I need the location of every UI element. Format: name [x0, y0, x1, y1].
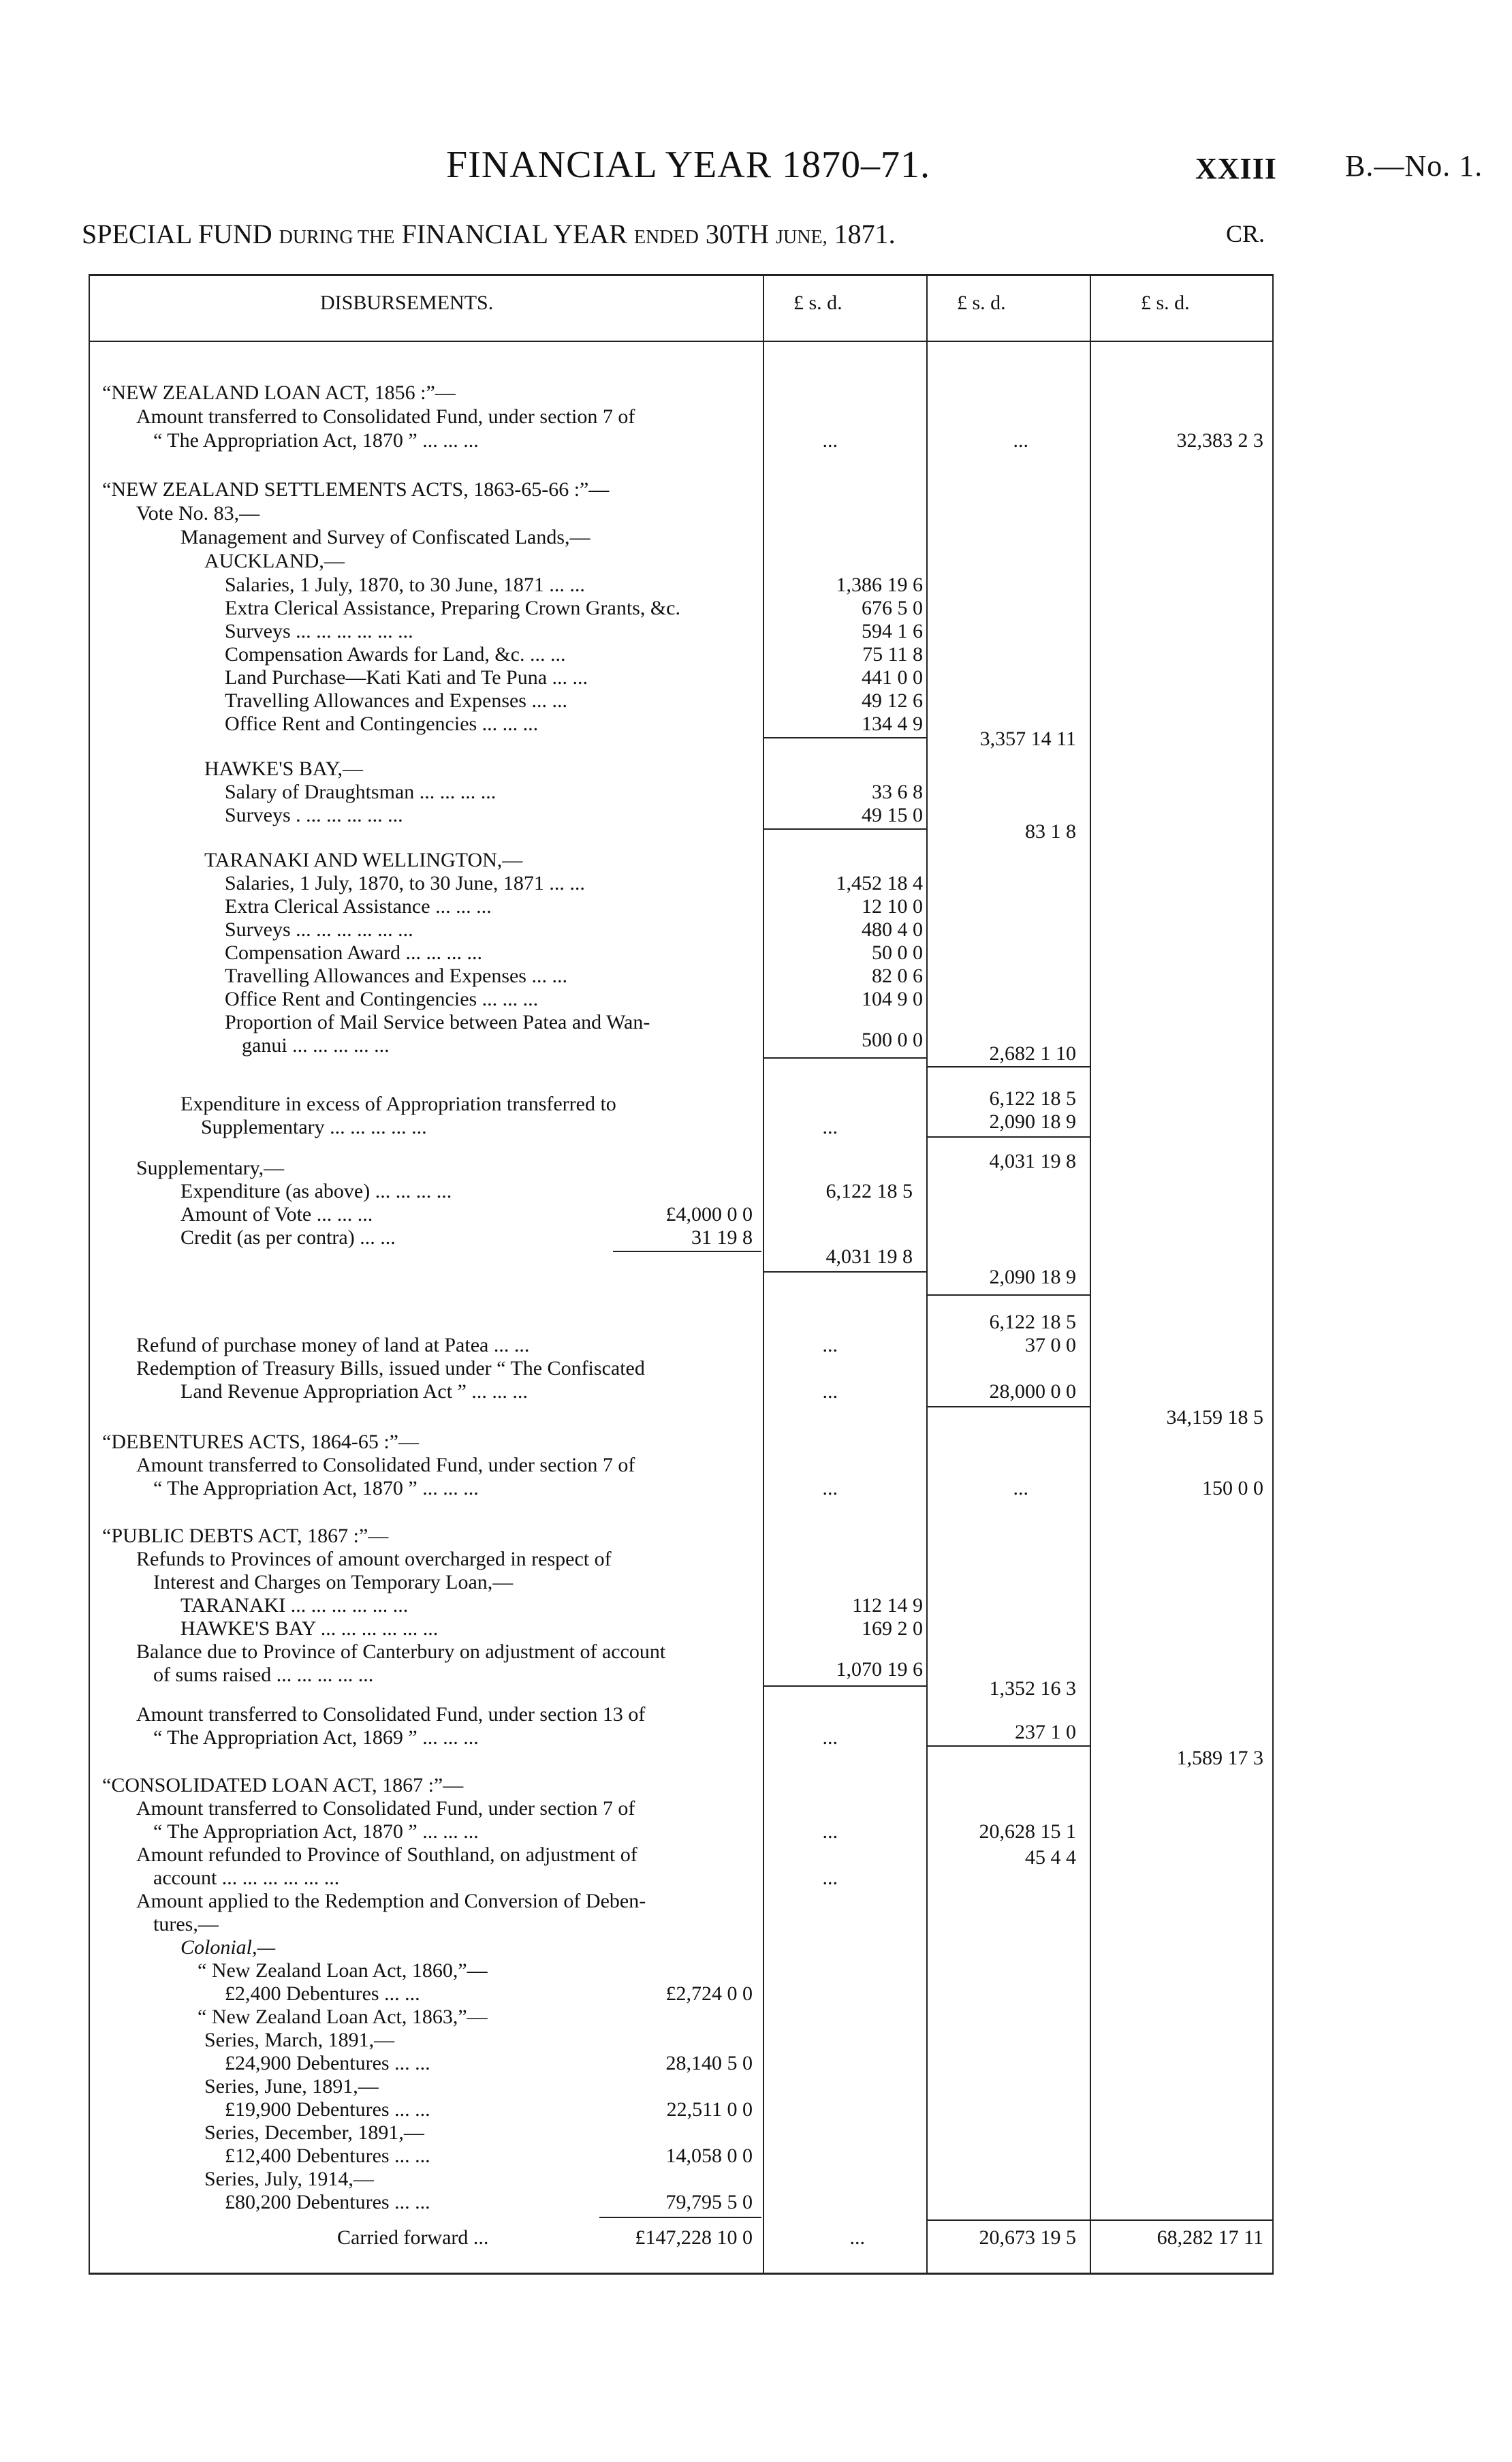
line-text: Amount transferred to Consolidated Fund, under section 7 of: [136, 1454, 635, 1476]
cell-value: 2,090 18 9: [989, 1110, 1076, 1133]
table-left-border: [89, 274, 90, 2274]
line-text: Colonial,—: [180, 1936, 276, 1959]
cell-value: ...: [822, 1820, 838, 1843]
section-heading: “NEW ZEALAND SETTLEMENTS ACTS, 1863-65-66 :”—: [102, 478, 610, 501]
cell-value: 12 10 0: [862, 895, 923, 918]
cell-value: 45 4 4: [1025, 1846, 1076, 1869]
line-text: Salary of Draughtsman ... ... ... ...: [225, 781, 497, 803]
line-text: £12,400 Debentures ... ...: [225, 2145, 430, 2167]
cell-value: 134 4 9: [862, 713, 923, 735]
line-text: Salaries, 1 July, 1870, to 30 June, 1871 ... ...: [225, 574, 585, 596]
subtotal-rule: [599, 2217, 761, 2218]
line-text: Land Revenue Appropriation Act ” ... ... ...: [180, 1380, 528, 1403]
cell-value: ...: [1013, 429, 1028, 452]
line-text: Surveys . ... ... ... ... ...: [225, 804, 403, 826]
subtitle-part: 1871.: [834, 219, 896, 249]
line-text: Interest and Charges on Temporary Loan,—: [153, 1571, 514, 1593]
subtitle-part: 30TH: [705, 219, 770, 249]
section-heading: “PUBLIC DEBTS ACT, 1867 :”—: [102, 1525, 389, 1547]
header-rule: [89, 341, 1274, 342]
cell-value: 82 0 6: [872, 965, 923, 987]
cell-value: 28,000 0 0: [989, 1380, 1076, 1403]
col-divider-3: [1090, 274, 1091, 2274]
cell-value: 112 14 9: [852, 1594, 923, 1617]
line-text: Amount transferred to Consolidated Fund, under section 7 of: [136, 405, 635, 428]
cell-value: £4,000 0 0: [665, 1203, 753, 1226]
subtotal-value: 2,682 1 10: [989, 1042, 1076, 1065]
subtitle-part: DURING THE: [279, 227, 395, 248]
col-divider-2: [926, 274, 928, 2274]
line-text: Travelling Allowances and Expenses ... ...: [225, 689, 567, 712]
subtitle-part: ENDED: [633, 227, 699, 248]
line-text: HAWKE'S BAY ... ... ... ... ... ...: [180, 1617, 439, 1640]
subsection-heading: TARANAKI AND WELLINGTON,—: [204, 849, 523, 871]
cell-value: 169 2 0: [862, 1617, 923, 1640]
cell-value: 237 1 0: [1015, 1721, 1076, 1743]
carried-forward-inner: £147,228 10 0: [635, 2226, 753, 2249]
section-heading: “DEBENTURES ACTS, 1864-65 :”—: [102, 1431, 419, 1453]
cell-value: 4,031 19 8: [989, 1150, 1076, 1172]
cell-value: 20,628 15 1: [979, 1820, 1076, 1843]
line-text: Expenditure (as above) ... ... ... ...: [180, 1180, 452, 1202]
header-col3: £ s. d.: [1141, 292, 1190, 314]
cell-value: 50 0 0: [872, 941, 923, 964]
section-total: 1,589 17 3: [1176, 1747, 1263, 1769]
cell-value: ...: [822, 1726, 838, 1749]
cell-value: 6,122 18 5: [989, 1087, 1076, 1110]
line-text: “ The Appropriation Act, 1869 ” ... ... ...: [153, 1726, 479, 1749]
header-col1: £ s. d.: [793, 292, 842, 314]
subtotal-value: 1,352 16 3: [989, 1677, 1076, 1700]
line-text: Amount transferred to Consolidated Fund, under section 13 of: [136, 1703, 646, 1726]
line-text: Salaries, 1 July, 1870, to 30 June, 1871 ... ...: [225, 872, 585, 894]
cell-value: 1,386 19 6: [836, 574, 923, 596]
subtitle-part: SPECIAL FUND: [82, 219, 272, 249]
line-text: Compensation Awards for Land, &c. ... ...: [225, 643, 566, 666]
subtotal-rule: [928, 1294, 1090, 1296]
section-title: [82, 218, 896, 250]
cell-value: ...: [822, 1867, 838, 1889]
cell-value: 1,070 19 6: [836, 1658, 923, 1681]
header-col2: £ s. d.: [957, 292, 1006, 314]
line-text: Surveys ... ... ... ... ... ...: [225, 620, 413, 642]
line-text: Extra Clerical Assistance ... ... ...: [225, 895, 492, 918]
cell-value: 6,122 18 5: [989, 1311, 1076, 1333]
line-text: TARANAKI ... ... ... ... ... ...: [180, 1594, 409, 1617]
line-text: Office Rent and Contingencies ... ... ...: [225, 988, 539, 1010]
line-text: “ New Zealand Loan Act, 1860,”—: [198, 1959, 488, 1982]
cell-value: £2,724 0 0: [665, 1982, 753, 2005]
subtotal-value: 3,357 14 11: [979, 728, 1076, 750]
line-text: “ The Appropriation Act, 1870 ” ... ... ...: [153, 1820, 479, 1843]
section-heading: “CONSOLIDATED LOAN ACT, 1867 :”—: [102, 1774, 464, 1796]
cell-value: 37 0 0: [1025, 1334, 1076, 1356]
cell-value: ...: [822, 1477, 838, 1499]
cell-value: 104 9 0: [862, 988, 923, 1010]
subsection-heading: AUCKLAND,—: [204, 550, 345, 572]
cell-value: 4,031 19 8: [825, 1245, 913, 1268]
subtotal-rule: [928, 1745, 1090, 1747]
line-text: Amount applied to the Redemption and Conversion of Deben-: [136, 1890, 646, 1912]
line-text: Credit (as per contra) ... ...: [180, 1226, 396, 1249]
line-text: Redemption of Treasury Bills, issued under “ The Confiscated: [136, 1357, 645, 1380]
line-text: Office Rent and Contingencies ... ... ...: [225, 713, 539, 735]
cell-value: ...: [822, 1334, 838, 1356]
line-text: Supplementary,—: [136, 1157, 285, 1179]
paper-reference: B.—No. 1.: [1345, 149, 1483, 183]
subtotal-rule: [764, 1271, 926, 1273]
section-total: 150 0 0: [1202, 1477, 1263, 1499]
subtitle-part: FINANCIAL YEAR: [401, 219, 627, 249]
line-text: Vote No. 83,—: [136, 502, 260, 525]
line-text: Compensation Award ... ... ... ...: [225, 941, 483, 964]
cell-value: 49 12 6: [862, 689, 923, 712]
line-text: ganui ... ... ... ... ...: [242, 1034, 390, 1057]
line-text: Refunds to Provinces of amount overcharged in respect of: [136, 1548, 612, 1570]
line-text: Amount refunded to Province of Southland, on adjustment of: [136, 1843, 637, 1866]
subtotal-rule: [764, 1685, 926, 1687]
cell-value: 6,122 18 5: [825, 1180, 913, 1202]
line-text: tures,—: [153, 1913, 219, 1935]
line-text: Supplementary ... ... ... ... ...: [201, 1116, 427, 1138]
subtotal-rule: [928, 1136, 1090, 1138]
line-text: account ... ... ... ... ... ...: [153, 1867, 340, 1889]
cell-value: 79,795 5 0: [665, 2191, 753, 2213]
line-text: “ The Appropriation Act, 1870 ” ... ... ...: [153, 1477, 479, 1499]
line-text: £80,200 Debentures ... ...: [225, 2191, 430, 2213]
line-text: Expenditure in excess of Appropriation transferred to: [180, 1093, 616, 1115]
header-disbursements: DISBURSEMENTS.: [320, 292, 494, 314]
cell-value: 480 4 0: [862, 918, 923, 941]
line-text: Travelling Allowances and Expenses ... ...: [225, 965, 567, 987]
credit-label: CR.: [1226, 220, 1265, 247]
cell-value: 33 6 8: [872, 781, 923, 803]
line-text: £19,900 Debentures ... ...: [225, 2098, 430, 2121]
line-text: Series, June, 1891,—: [204, 2075, 379, 2098]
cell-value: 49 15 0: [862, 804, 923, 826]
subtotal-rule: [764, 1057, 926, 1059]
cell-value: 32,383 2 3: [1176, 429, 1263, 452]
line-text: Series, March, 1891,—: [204, 2029, 395, 2051]
line-text: Series, July, 1914,—: [204, 2168, 374, 2190]
cell-value: ...: [822, 1116, 838, 1138]
line-text: “ The Appropriation Act, 1870 ” ... ... ...: [153, 429, 479, 452]
line-text: Land Purchase—Kati Kati and Te Puna ... ...: [225, 666, 588, 689]
subtotal-rule: [764, 828, 926, 830]
section-heading: “NEW ZEALAND LOAN ACT, 1856 :”—: [102, 381, 456, 404]
subtotal-value: 83 1 8: [1025, 820, 1076, 843]
carried-forward-col3: 68,282 17 11: [1156, 2226, 1263, 2249]
cell-value: 31 19 8: [691, 1226, 753, 1249]
cell-value: 441 0 0: [862, 666, 923, 689]
cell-value: 500 0 0: [862, 1029, 923, 1051]
cell-value: 14,058 0 0: [665, 2145, 753, 2167]
table-bottom-border: [89, 2273, 1274, 2275]
line-text: Amount of Vote ... ... ...: [180, 1203, 373, 1226]
cell-value: 1,452 18 4: [836, 872, 923, 894]
subtotal-rule: [928, 1066, 1090, 1068]
line-text: £2,400 Debentures ... ...: [225, 1982, 420, 2005]
total-rule: [928, 2219, 1272, 2221]
table-top-border: [89, 274, 1274, 276]
subsection-heading: HAWKE'S BAY,—: [204, 758, 364, 780]
subtotal-rule: [613, 1251, 761, 1252]
page-number: XXIII: [1195, 152, 1277, 185]
page-title: FINANCIAL YEAR 1870–71.: [446, 144, 931, 186]
line-text: Extra Clerical Assistance, Preparing Crown Grants, &c.: [225, 597, 680, 619]
cell-value: 594 1 6: [862, 620, 923, 642]
line-text: Amount transferred to Consolidated Fund, under section 7 of: [136, 1797, 635, 1820]
subtotal-rule: [764, 737, 926, 738]
line-text: Surveys ... ... ... ... ... ...: [225, 918, 413, 941]
line-text: of sums raised ... ... ... ... ...: [153, 1664, 374, 1686]
cell-value: 28,140 5 0: [665, 2052, 753, 2074]
line-text: Series, December, 1891,—: [204, 2121, 424, 2144]
line-text: Management and Survey of Confiscated Lands,—: [180, 526, 590, 548]
carried-forward-col2: 20,673 19 5: [979, 2226, 1076, 2249]
cell-value: ...: [822, 1380, 838, 1403]
subtitle-part: JUNE,: [776, 227, 828, 248]
cell-value: 22,511 0 0: [666, 2098, 753, 2121]
line-text: Balance due to Province of Canterbury on adjustment of account: [136, 1640, 666, 1663]
line-text: “ New Zealand Loan Act, 1863,”—: [198, 2006, 488, 2028]
table-right-border: [1272, 274, 1274, 2274]
carried-forward-label: Carried forward ...: [337, 2226, 489, 2249]
line-text: Refund of purchase money of land at Patea ... ...: [136, 1334, 530, 1356]
cell-value: 676 5 0: [862, 597, 923, 619]
cell-value: ...: [1013, 1477, 1028, 1499]
cell-value: 2,090 18 9: [989, 1266, 1076, 1288]
line-text: Proportion of Mail Service between Patea and Wan-: [225, 1011, 650, 1033]
section-total: 34,159 18 5: [1166, 1406, 1263, 1429]
cell-value: ...: [822, 429, 838, 452]
line-text: £24,900 Debentures ... ...: [225, 2052, 430, 2074]
carried-forward-col1: ...: [849, 2226, 865, 2249]
subtotal-rule: [928, 1406, 1090, 1407]
cell-value: 75 11 8: [862, 643, 923, 666]
col-divider-1: [763, 274, 764, 2274]
